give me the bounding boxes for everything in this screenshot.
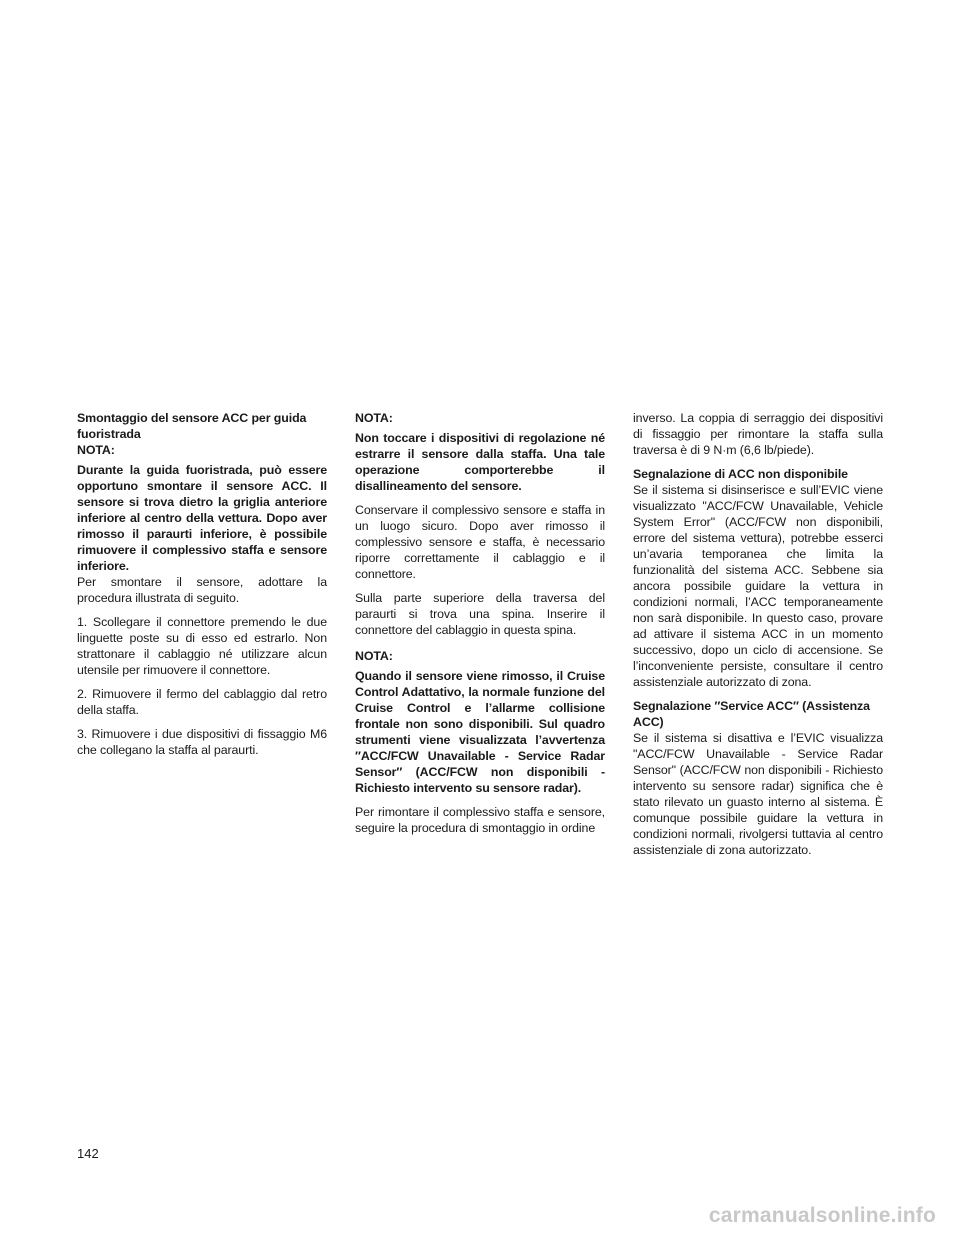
text-column-right bbox=[633, 410, 883, 866]
step-3: 3. Rimuovere i due dispositivi di fissaggio M6 che collegano la staffa al paraurti. bbox=[77, 727, 327, 757]
section-heading-acc-removal: Smontaggio del sensore ACC per guida fuoristrada bbox=[77, 411, 307, 441]
note-label: NOTA: bbox=[355, 649, 393, 663]
note-text: Non toccare i dispositivi di regolazione né estrarre il sensore dalla staffa. Una tale operazione comporterebbe il disallineamento del sensore. bbox=[355, 431, 605, 493]
page-number: 142 bbox=[77, 1146, 99, 1161]
paragraph: inverso. La coppia di serraggio dei dispositivi di fissaggio per rimontare la staffa sulla traversa è di 9 N·m (6,6 lb/piede). bbox=[633, 411, 883, 457]
paragraph: Se il sistema si disinserisce e sull’EVIC viene visualizzato "ACC/FCW Unavailable, Vehicle System Error" (ACC/FCW non disponibili, errore del sistema vettura), potrebbe esserci un’avaria temporanea che limita la funzionalità del sistema ACC. Sebbene sia ancora possibile guidare la vettura in condizioni normali, l’ACC temporaneamente non sarà disponibile. In questo caso, provare ad attivare il sistema ACC in un momento successivo, dopo un ciclo di accensione. Se l’inconveniente persiste, consultare il centro assistenziale autorizzato di zona. bbox=[633, 483, 883, 689]
text-column-left bbox=[77, 410, 327, 766]
paragraph: Conservare il complessivo sensore e staffa in un luogo sicuro. Dopo aver rimosso il complessivo sensore e staffa, è necessario riporre correttamente il cablaggio e il connettore. bbox=[355, 503, 605, 581]
step-2: 2. Rimuovere il fermo del cablaggio dal retro della staffa. bbox=[77, 687, 327, 717]
section-heading-acc-unavailable: Segnalazione di ACC non disponibile bbox=[633, 467, 848, 481]
step-1: 1. Scollegare il connettore premendo le due linguette poste su di esso ed estrarlo. Non strattonare il cablaggio né utilizzare alcun utensile per rimuovere il connettore. bbox=[77, 615, 327, 677]
paragraph: Sulla parte superiore della traversa del paraurti si trova una spina. Inserire il connettore del cablaggio in questa spina. bbox=[355, 591, 605, 637]
note-text: Quando il sensore viene rimosso, il Cruise Control Adattativo, la normale funzione del Cruise Control e l’allarme collisione frontale non sono disponibili. Sul quadro strumenti viene visualizzata l’avvertenza ″ACC/FCW Unavailable - Service Radar Sensor″ (ACC/FCW non disponibili - Richiesto intervento su sensore radar). bbox=[355, 669, 605, 795]
watermark: carmanualsonline.info bbox=[708, 1204, 936, 1227]
note-label: NOTA: bbox=[355, 411, 393, 425]
paragraph: Se il sistema si disattiva e l’EVIC visualizza "ACC/FCW Unavailable - Service Radar Sensor" (ACC/FCW non disponibili - Richiesto intervento su sensore radar) significa che è stato rilevato un guasto interno al sistema. È comunque possibile guidare la vettura in condizioni normali, rivolgersi tuttavia al centro assistenziale di zona autorizzato. bbox=[633, 731, 883, 857]
note-label: NOTA: bbox=[77, 443, 115, 457]
section-heading-service-acc: Segnalazione ″Service ACC″ (Assistenza ACC) bbox=[633, 699, 870, 729]
paragraph: Per rimontare il complessivo staffa e sensore, seguire la procedura di smontaggio in ordine bbox=[355, 805, 605, 835]
intro-paragraph: Per smontare il sensore, adottare la procedura illustrata di seguito. bbox=[77, 575, 327, 605]
note-text: Durante la guida fuoristrada, può essere opportuno smontare il sensore ACC. Il sensore si trova dietro la griglia anteriore inferiore al centro della vettura. Dopo aver rimosso il paraurti inferiore, è possibile rimuovere il complessivo staffa e sensore inferiore. bbox=[77, 463, 327, 573]
text-column-middle bbox=[355, 410, 605, 844]
